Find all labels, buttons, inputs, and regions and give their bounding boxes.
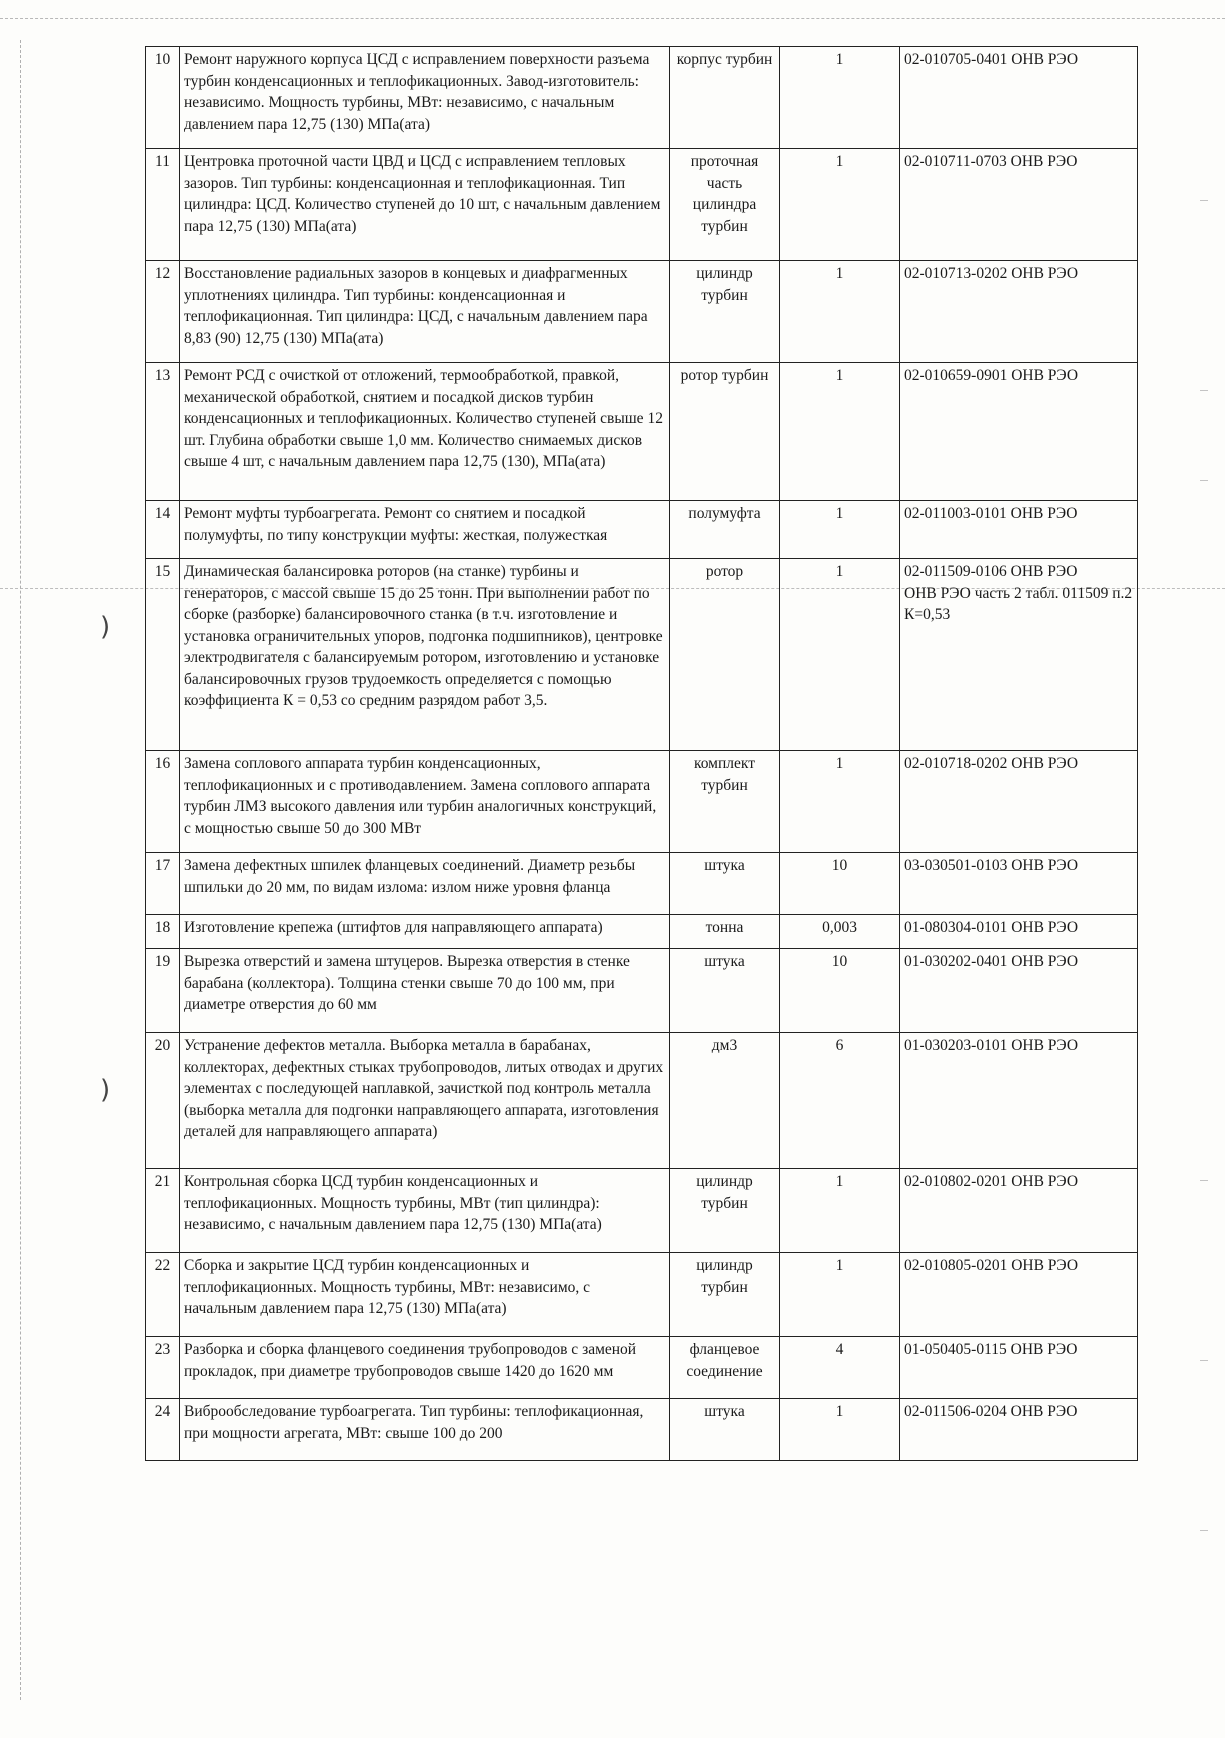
table-row <box>146 853 1138 915</box>
work-description: Изготовление крепежа (штифтов для направляющего аппарата) <box>180 915 670 949</box>
table-row <box>146 1337 1138 1399</box>
binder-hole-mark: ) <box>100 612 111 642</box>
work-description: Ремонт РСД с очисткой от отложений, термообработкой, правкой, механической обработкой, снятием и посадкой дисков турбин конденсационных и теплофикационных. Количество ступеней свыше 12 шт. Глубина обработки свыше 1,0 мм. Количество снимаемых дисков свыше 4 шт, с начальным давлением пара 12,75 (130), МПа(ата) <box>180 363 670 501</box>
scan-artifact-top-line <box>0 18 1225 19</box>
norm-code: 01-030203-0101 ОНВ РЭО <box>900 1033 1138 1169</box>
quantity: 6 <box>780 1033 900 1169</box>
table-row <box>146 915 1138 949</box>
table-row <box>146 47 1138 149</box>
unit-of-measure: дм3 <box>670 1033 780 1169</box>
unit-of-measure: проточная часть цилиндра турбин <box>670 149 780 261</box>
table-row <box>146 149 1138 261</box>
work-items-table <box>145 46 1138 1461</box>
quantity: 1 <box>780 751 900 853</box>
unit-of-measure: комплект турбин <box>670 751 780 853</box>
table-row <box>146 501 1138 559</box>
quantity: 1 <box>780 1399 900 1461</box>
norm-code: 02-010805-0201 ОНВ РЭО <box>900 1253 1138 1337</box>
unit-of-measure: цилиндр турбин <box>670 1253 780 1337</box>
norm-code: 02-011506-0204 ОНВ РЭО <box>900 1399 1138 1461</box>
work-description: Устранение дефектов металла. Выборка металла в барабанах, коллекторах, дефектных стыках трубопроводов, литых отводах и других элементах с последующей наплавкой, зачисткой под контроль металла (выборка металла для подгонки направляющего аппарата, изготовления деталей для направляющего аппарата) <box>180 1033 670 1169</box>
unit-of-measure: штука <box>670 949 780 1033</box>
unit-of-measure: тонна <box>670 915 780 949</box>
norm-code: 02-010659-0901 ОНВ РЭО <box>900 363 1138 501</box>
quantity: 10 <box>780 853 900 915</box>
work-description: Динамическая балансировка роторов (на станке) турбины и генераторов, с массой свыше 15 до 25 тонн. При выполнении работ по сборке (разборке) балансировочного станка (в т.ч. изготовление и установка ограничительных упоров, подгонка подшипников), центровке электродвигателя с балансируемым ротором, изготовлению и установке балансировочных грузов трудоемкость определяется с помощью коэффициента К = 0,53 со средним разрядом работ 3,5. <box>180 559 670 751</box>
row-number: 17 <box>146 853 180 915</box>
norm-code: 02-011003-0101 ОНВ РЭО <box>900 501 1138 559</box>
norm-code: 02-011509-0106 ОНВ РЭО ОНВ РЭО часть 2 табл. 011509 п.2 К=0,53 <box>900 559 1138 751</box>
table-row <box>146 949 1138 1033</box>
row-number: 14 <box>146 501 180 559</box>
unit-of-measure: корпус турбин <box>670 47 780 149</box>
quantity: 1 <box>780 261 900 363</box>
quantity: 1 <box>780 559 900 751</box>
unit-of-measure: цилиндр турбин <box>670 1169 780 1253</box>
table-row <box>146 751 1138 853</box>
norm-code: 01-030202-0401 ОНВ РЭО <box>900 949 1138 1033</box>
work-description: Замена дефектных шпилек фланцевых соединений. Диаметр резьбы шпильки до 20 мм, по видам излома: излом ниже уровня фланца <box>180 853 670 915</box>
work-description: Ремонт муфты турбоагрегата. Ремонт со снятием и посадкой полумуфты, по типу конструкции муфты: жесткая, полужесткая <box>180 501 670 559</box>
work-description: Вырезка отверстий и замена штуцеров. Вырезка отверстия в стенке барабана (коллектора). Толщина стенки свыше 70 до 100 мм, при диаметре отверстия до 60 мм <box>180 949 670 1033</box>
scan-artifact-left-margin <box>20 40 21 1700</box>
row-number: 16 <box>146 751 180 853</box>
row-number: 10 <box>146 47 180 149</box>
quantity: 1 <box>780 1253 900 1337</box>
unit-of-measure: ротор <box>670 559 780 751</box>
table-row <box>146 363 1138 501</box>
table-row <box>146 559 1138 751</box>
norm-code: 03-030501-0103 ОНВ РЭО <box>900 853 1138 915</box>
norm-code: 02-010802-0201 ОНВ РЭО <box>900 1169 1138 1253</box>
quantity: 1 <box>780 1169 900 1253</box>
scan-artifact-right-margin <box>1200 30 1210 1710</box>
work-description: Разборка и сборка фланцевого соединения трубопроводов с заменой прокладок, при диаметре трубопроводов свыше 1420 до 1620 мм <box>180 1337 670 1399</box>
row-number: 12 <box>146 261 180 363</box>
row-number: 21 <box>146 1169 180 1253</box>
table-row <box>146 261 1138 363</box>
norm-code: 01-050405-0115 ОНВ РЭО <box>900 1337 1138 1399</box>
quantity: 1 <box>780 149 900 261</box>
table-row <box>146 1399 1138 1461</box>
row-number: 18 <box>146 915 180 949</box>
quantity: 0,003 <box>780 915 900 949</box>
row-number: 24 <box>146 1399 180 1461</box>
work-description: Сборка и закрытие ЦСД турбин конденсационных и теплофикационных. Мощность турбины, МВт: независимо, с начальным давлением пара 12,75 (130) МПа(ата) <box>180 1253 670 1337</box>
row-number: 11 <box>146 149 180 261</box>
unit-of-measure: штука <box>670 1399 780 1461</box>
norm-code: 02-010711-0703 ОНВ РЭО <box>900 149 1138 261</box>
unit-of-measure: ротор турбин <box>670 363 780 501</box>
table-row <box>146 1253 1138 1337</box>
unit-of-measure: цилиндр турбин <box>670 261 780 363</box>
norm-code: 02-010713-0202 ОНВ РЭО <box>900 261 1138 363</box>
work-description: Центровка проточной части ЦВД и ЦСД с исправлением тепловых зазоров. Тип турбины: конденсационная и теплофикационная. Тип цилиндра: ЦСД. Количество ступеней до 10 шт, с начальным давлением пара 12,75 (130) МПа(ата) <box>180 149 670 261</box>
work-description: Ремонт наружного корпуса ЦСД с исправлением поверхности разъема турбин конденсационных и теплофикационных. Завод-изготовитель: независимо. Мощность турбины, МВт: независимо, с начальным давлением пара 12,75 (130) МПа(ата) <box>180 47 670 149</box>
norm-code: 02-010705-0401 ОНВ РЭО <box>900 47 1138 149</box>
binder-hole-mark: ) <box>100 1075 111 1105</box>
unit-of-measure: полумуфта <box>670 501 780 559</box>
norm-code-note: ОНВ РЭО часть 2 табл. 011509 п.2 К=0,53 <box>904 584 1133 623</box>
norm-code: 02-010718-0202 ОНВ РЭО <box>900 751 1138 853</box>
work-description: Виброобследование турбоагрегата. Тип турбины: теплофикационная, при мощности агрегата, МВт: свыше 100 до 200 <box>180 1399 670 1461</box>
work-description: Восстановление радиальных зазоров в концевых и диафрагменных уплотнениях цилиндра. Тип турбины: конденсационная и теплофикационная. Тип цилиндра: ЦСД, с начальным давлением пара 8,83 (90) 12,75 (130) МПа(ата) <box>180 261 670 363</box>
quantity: 1 <box>780 501 900 559</box>
quantity: 10 <box>780 949 900 1033</box>
row-number: 20 <box>146 1033 180 1169</box>
unit-of-measure: фланцевое соединение <box>670 1337 780 1399</box>
work-description: Контрольная сборка ЦСД турбин конденсационных и теплофикационных. Мощность турбины, МВт (тип цилиндра): независимо, с начальным давлением пара 12,75 (130) МПа(ата) <box>180 1169 670 1253</box>
quantity: 1 <box>780 363 900 501</box>
quantity: 1 <box>780 47 900 149</box>
quantity: 4 <box>780 1337 900 1399</box>
row-number: 22 <box>146 1253 180 1337</box>
row-number: 15 <box>146 559 180 751</box>
unit-of-measure: штука <box>670 853 780 915</box>
row-number: 19 <box>146 949 180 1033</box>
row-number: 23 <box>146 1337 180 1399</box>
row-number: 13 <box>146 363 180 501</box>
table-row <box>146 1033 1138 1169</box>
norm-code: 01-080304-0101 ОНВ РЭО <box>900 915 1138 949</box>
table-row <box>146 1169 1138 1253</box>
work-description: Замена соплового аппарата турбин конденсационных, теплофикационных и с противодавлением. Замена соплового аппарата турбин ЛМЗ высокого давления или турбин аналогичных конструкций, с мощностью свыше 50 до 300 МВт <box>180 751 670 853</box>
